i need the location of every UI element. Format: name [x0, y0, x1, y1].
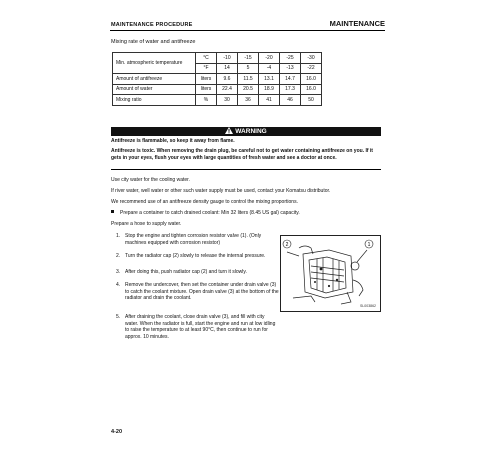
step-text: After draining the coolant, close drain valve (3), and fill with city water. When the radiator is full, start the engine and run at low idling to raise the temperature to at least 90°C, then continue to run for approx. 10 minutes.: [125, 314, 276, 340]
table-cell-unit: %: [196, 95, 217, 106]
bullet-container: [111, 210, 379, 217]
table-cell: -10: [217, 53, 238, 64]
table-cell: 16.0: [301, 84, 322, 95]
table-row-label: Amount of antifreeze: [113, 74, 196, 85]
table-cell: 13.1: [259, 74, 280, 85]
table-cell-unit: °C: [196, 53, 217, 64]
table-cell: 30: [217, 95, 238, 106]
step-number: 5.: [116, 314, 121, 320]
figure-code: SL003862: [360, 304, 376, 308]
para-river-water: If river water, well water or other such water supply must be used, contact your Komatsu distributor.: [111, 188, 331, 194]
bullet-square-icon: [111, 210, 114, 213]
step-text: After doing this, push radiator cap (2) and turn it slowly.: [125, 269, 247, 275]
table-cell: 36: [238, 95, 259, 106]
radiator-illustration: [280, 235, 381, 312]
warning-text-flammable: Antifreeze is flammable, so keep it away from flame.: [111, 138, 235, 144]
warning-triangle-icon: [225, 127, 233, 134]
table-cell: -30: [301, 53, 322, 64]
table-cell: -22: [301, 63, 322, 74]
bullet-text: Prepare a container to catch drained coolant: Min 32 liters (8.45 US gal) capacity.: [120, 210, 300, 216]
step-text: Turn the radiator cap (2) slowly to release the internal pressure.: [125, 253, 266, 259]
table-cell: 41: [259, 95, 280, 106]
step-1: [116, 233, 279, 246]
table-cell: -15: [238, 53, 259, 64]
header-rule: [110, 30, 385, 31]
step-number: 1.: [116, 233, 121, 239]
step-2: [116, 253, 279, 260]
step-4: [116, 282, 279, 302]
radiator-drawing: [281, 236, 380, 311]
para-density-gauge: We recommend use of an antifreeze density gauge to control the mixing proportions.: [111, 199, 298, 205]
mixing-rate-table: [112, 52, 322, 106]
table-row-label: Amount of water: [113, 84, 196, 95]
table-row: [113, 74, 322, 85]
table-row: [113, 53, 322, 64]
table-cell-unit: liters: [196, 84, 217, 95]
table-row: [113, 95, 322, 106]
table-cell: 18.9: [259, 84, 280, 95]
warning-text-toxic: Antifreeze is toxic. When removing the drain plug, be careful not to get water containing antifreeze on you. If it gets in your eyes, flush your eyes with large quantities of fresh water and see a doctor at once.: [111, 148, 373, 161]
table-cell-unit: liters: [196, 74, 217, 85]
table-cell: 11.5: [238, 74, 259, 85]
table-cell: 50: [301, 95, 322, 106]
header-section-name: MAINTENANCE PROCEDURE: [111, 22, 193, 28]
para-city-water: Use city water for the cooling water.: [111, 177, 190, 183]
table-cell: 46: [280, 95, 301, 106]
table-cell: 9.6: [217, 74, 238, 85]
step-number: 4.: [116, 282, 121, 288]
section-title: Mixing rate of water and antifreeze: [111, 39, 196, 45]
warning-banner: [111, 127, 381, 136]
table-row: [113, 84, 322, 95]
step-number: 3.: [116, 269, 121, 275]
table-cell: -4: [259, 63, 280, 74]
table-cell: -13: [280, 63, 301, 74]
min-temp-label: Min. atmospheric temperature: [113, 53, 196, 74]
para-prepare-hose: Prepare a hose to supply water.: [111, 221, 182, 227]
table-cell: -20: [259, 53, 280, 64]
page-number: 4-20: [111, 429, 123, 435]
table-cell: -25: [280, 53, 301, 64]
table-cell-unit: °F: [196, 63, 217, 74]
table-cell: 14.7: [280, 74, 301, 85]
callout-2-label: 2: [285, 242, 289, 248]
header-chapter-name: MAINTENANCE: [329, 19, 385, 28]
table-cell: 5: [238, 63, 259, 74]
step-number: 2.: [116, 253, 121, 259]
step-5: [116, 314, 279, 340]
table-cell: 14: [217, 63, 238, 74]
table-cell: 20.5: [238, 84, 259, 95]
warning-title: WARNING: [235, 128, 267, 135]
callout-1-label: 1: [367, 242, 371, 248]
table-cell: 16.0: [301, 74, 322, 85]
step-text: Stop the engine and tighten corrosion resistor valve (1). (Only machines equipped with corrosion resistor): [125, 233, 262, 246]
step-text: Remove the undercover, then set the container under drain valve (3) to catch the coolant mixture. Open drain valve (3) at the bottom of the radiator and drain the coolant.: [125, 282, 279, 302]
step-3: [116, 269, 279, 276]
table-row-label: Mixing ratio: [113, 95, 196, 106]
table-cell: 22.4: [217, 84, 238, 95]
table-cell: 17.3: [280, 84, 301, 95]
warning-rule: [111, 169, 381, 170]
